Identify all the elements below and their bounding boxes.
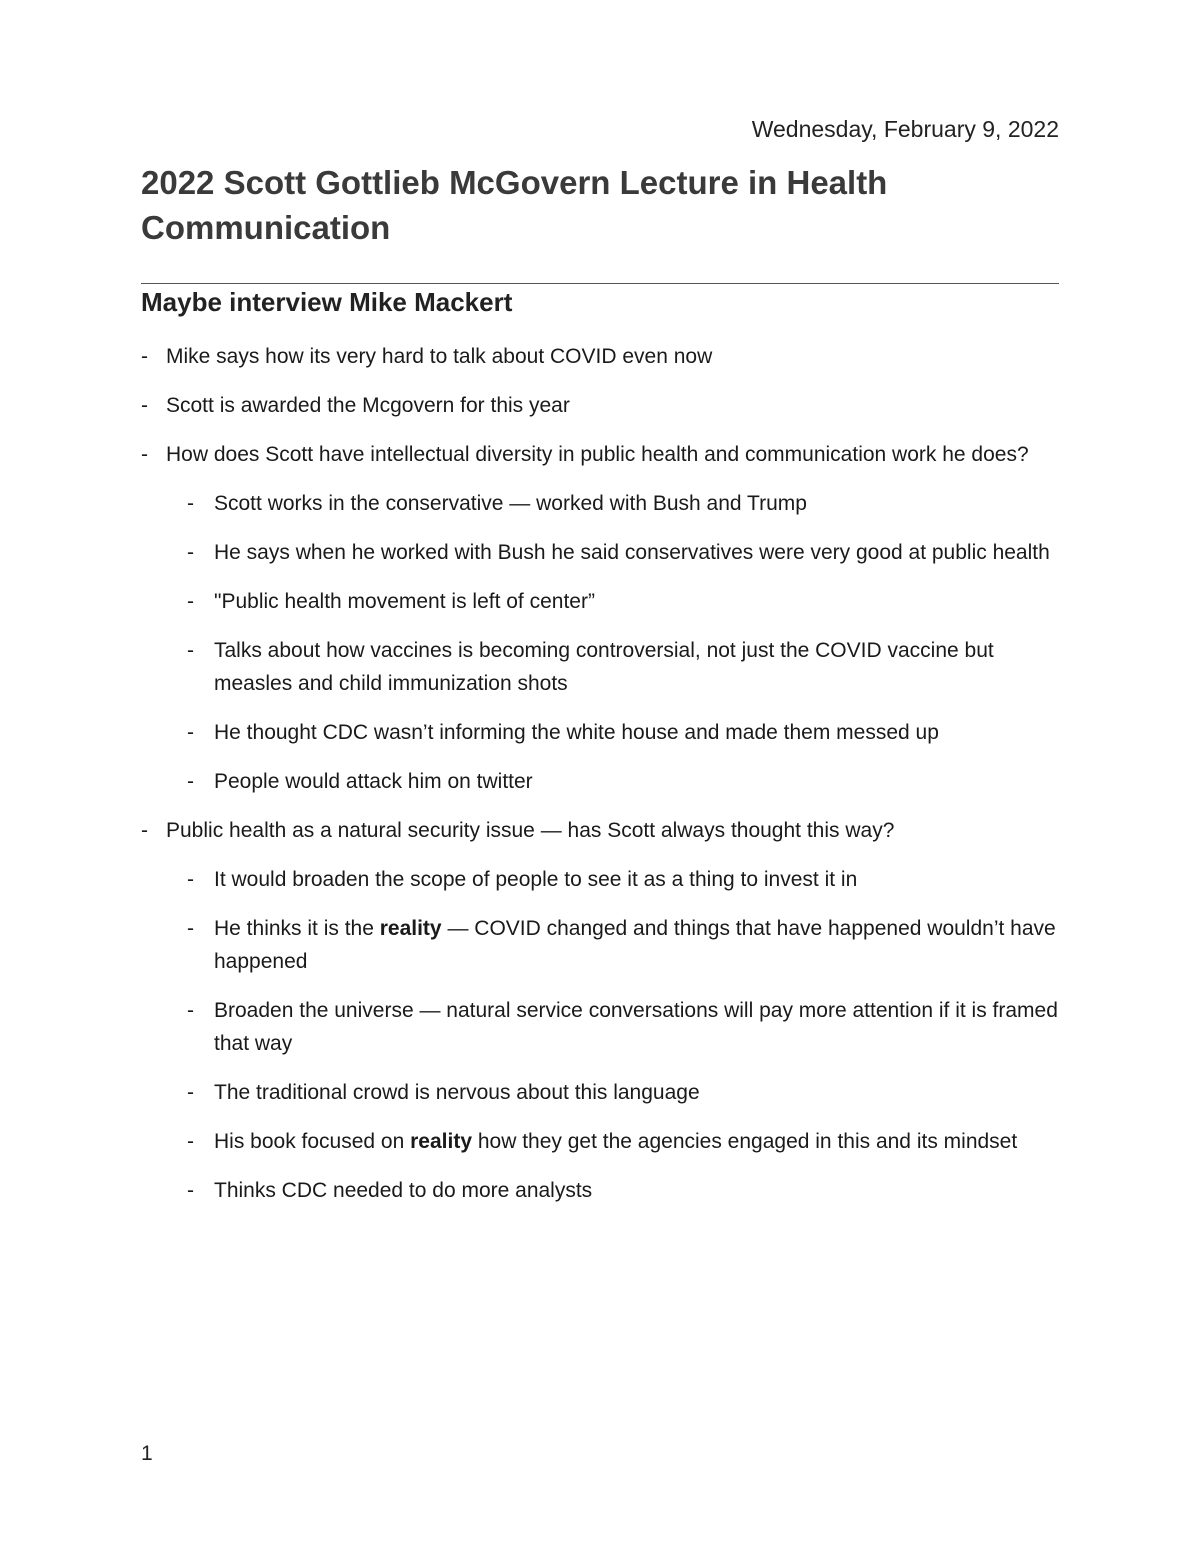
bullet-dash: - [141, 443, 148, 466]
bullet-dash: - [141, 345, 148, 368]
text-run: He says when he worked with Bush he said conservatives were very good at public health [214, 541, 1050, 564]
bullet-dash: - [187, 721, 194, 744]
bullet-dash: - [187, 917, 194, 940]
text-run: Public health as a natural security issue — has Scott always thought this way? [166, 819, 895, 842]
bullet-dash: - [187, 770, 194, 793]
bullet-dash: - [187, 492, 194, 515]
list-item [141, 389, 1061, 422]
list-item-text [214, 536, 1061, 569]
bullet-dash: - [187, 639, 194, 662]
list-item [141, 340, 1061, 373]
text-run: Talks about how vaccines is becoming controversial, not just the COVID vaccine but measles and child immunization shots [214, 639, 994, 695]
text-run: — COVID changed and things that have happened wouldn’t have happened [214, 917, 1056, 973]
bullet-dash: - [187, 541, 194, 564]
sub-list-item [141, 765, 1061, 798]
bullet-dash: - [141, 819, 148, 842]
document-date: Wednesday, February 9, 2022 [751, 116, 1059, 142]
text-run: He thought CDC wasn’t informing the white house and made them messed up [214, 721, 939, 744]
sub-list-item [141, 585, 1061, 618]
text-run: Broaden the universe — natural service conversations will pay more attention if it is framed that way [214, 999, 1058, 1055]
text-run: Scott works in the conservative — worked with Bush and Trump [214, 492, 807, 515]
sub-list-item [141, 1125, 1061, 1158]
sub-list-item [141, 863, 1061, 896]
bullet-dash: - [141, 394, 148, 417]
list-item-text [214, 487, 1061, 520]
list-item-text [214, 716, 1061, 749]
bullet-dash: - [187, 590, 194, 613]
emphasis-text: reality [379, 917, 442, 940]
bullet-dash: - [187, 1179, 194, 1202]
bullet-dash: - [187, 999, 194, 1022]
sub-list-item [141, 912, 1061, 978]
list-item-text [166, 814, 1061, 847]
text-run: Thinks CDC needed to do more analysts [214, 1179, 593, 1202]
list-item-text [214, 863, 1061, 896]
text-run: It would broaden the scope of people to see it as a thing to invest it in [214, 868, 858, 891]
text-run: The traditional crowd is nervous about this language [214, 1081, 700, 1104]
section-heading: Maybe interview Mike Mackert [141, 287, 513, 317]
sub-list-item [141, 994, 1061, 1060]
text-run: People would attack him on twitter [214, 770, 533, 793]
list-item-text [214, 765, 1061, 798]
sub-list-item [141, 536, 1061, 569]
sub-list-item [141, 487, 1061, 520]
list-item-text [214, 1125, 1061, 1158]
list-item-text [214, 634, 1061, 700]
text-run: Mike says how its very hard to talk about COVID even now [166, 345, 713, 368]
emphasis-text: reality [410, 1130, 472, 1153]
list-item [141, 814, 1061, 847]
sub-list-item [141, 716, 1061, 749]
sub-list-item [141, 1174, 1061, 1207]
list-item-text [214, 1076, 1061, 1109]
list-item-text [166, 340, 1061, 373]
text-run: "Public health movement is left of center” [214, 590, 595, 613]
sub-list-item [141, 634, 1061, 700]
text-run: His book focused on [214, 1130, 411, 1153]
list-item-text [214, 994, 1061, 1060]
list-item-text [214, 1174, 1061, 1207]
text-run: how they get the agencies engaged in this and its mindset [472, 1130, 1018, 1153]
text-run: He thinks it is the [214, 917, 380, 940]
notes-list [141, 340, 1061, 1223]
bullet-dash: - [187, 868, 194, 891]
list-item-text [166, 438, 1061, 471]
text-run: Scott is awarded the Mcgovern for this year [166, 394, 570, 417]
page-number: 1 [141, 1442, 153, 1465]
list-item-text [166, 389, 1061, 422]
list-item [141, 438, 1061, 471]
document-title: 2022 Scott Gottlieb McGovern Lecture in Health Communication [141, 164, 888, 246]
sub-list-item [141, 1076, 1061, 1109]
text-run: How does Scott have intellectual diversity in public health and communication work he does? [166, 443, 1029, 466]
list-item-text [214, 912, 1061, 978]
list-item-text [214, 585, 1061, 618]
bullet-dash: - [187, 1130, 194, 1153]
bullet-dash: - [187, 1081, 194, 1104]
title-divider [141, 283, 1059, 284]
